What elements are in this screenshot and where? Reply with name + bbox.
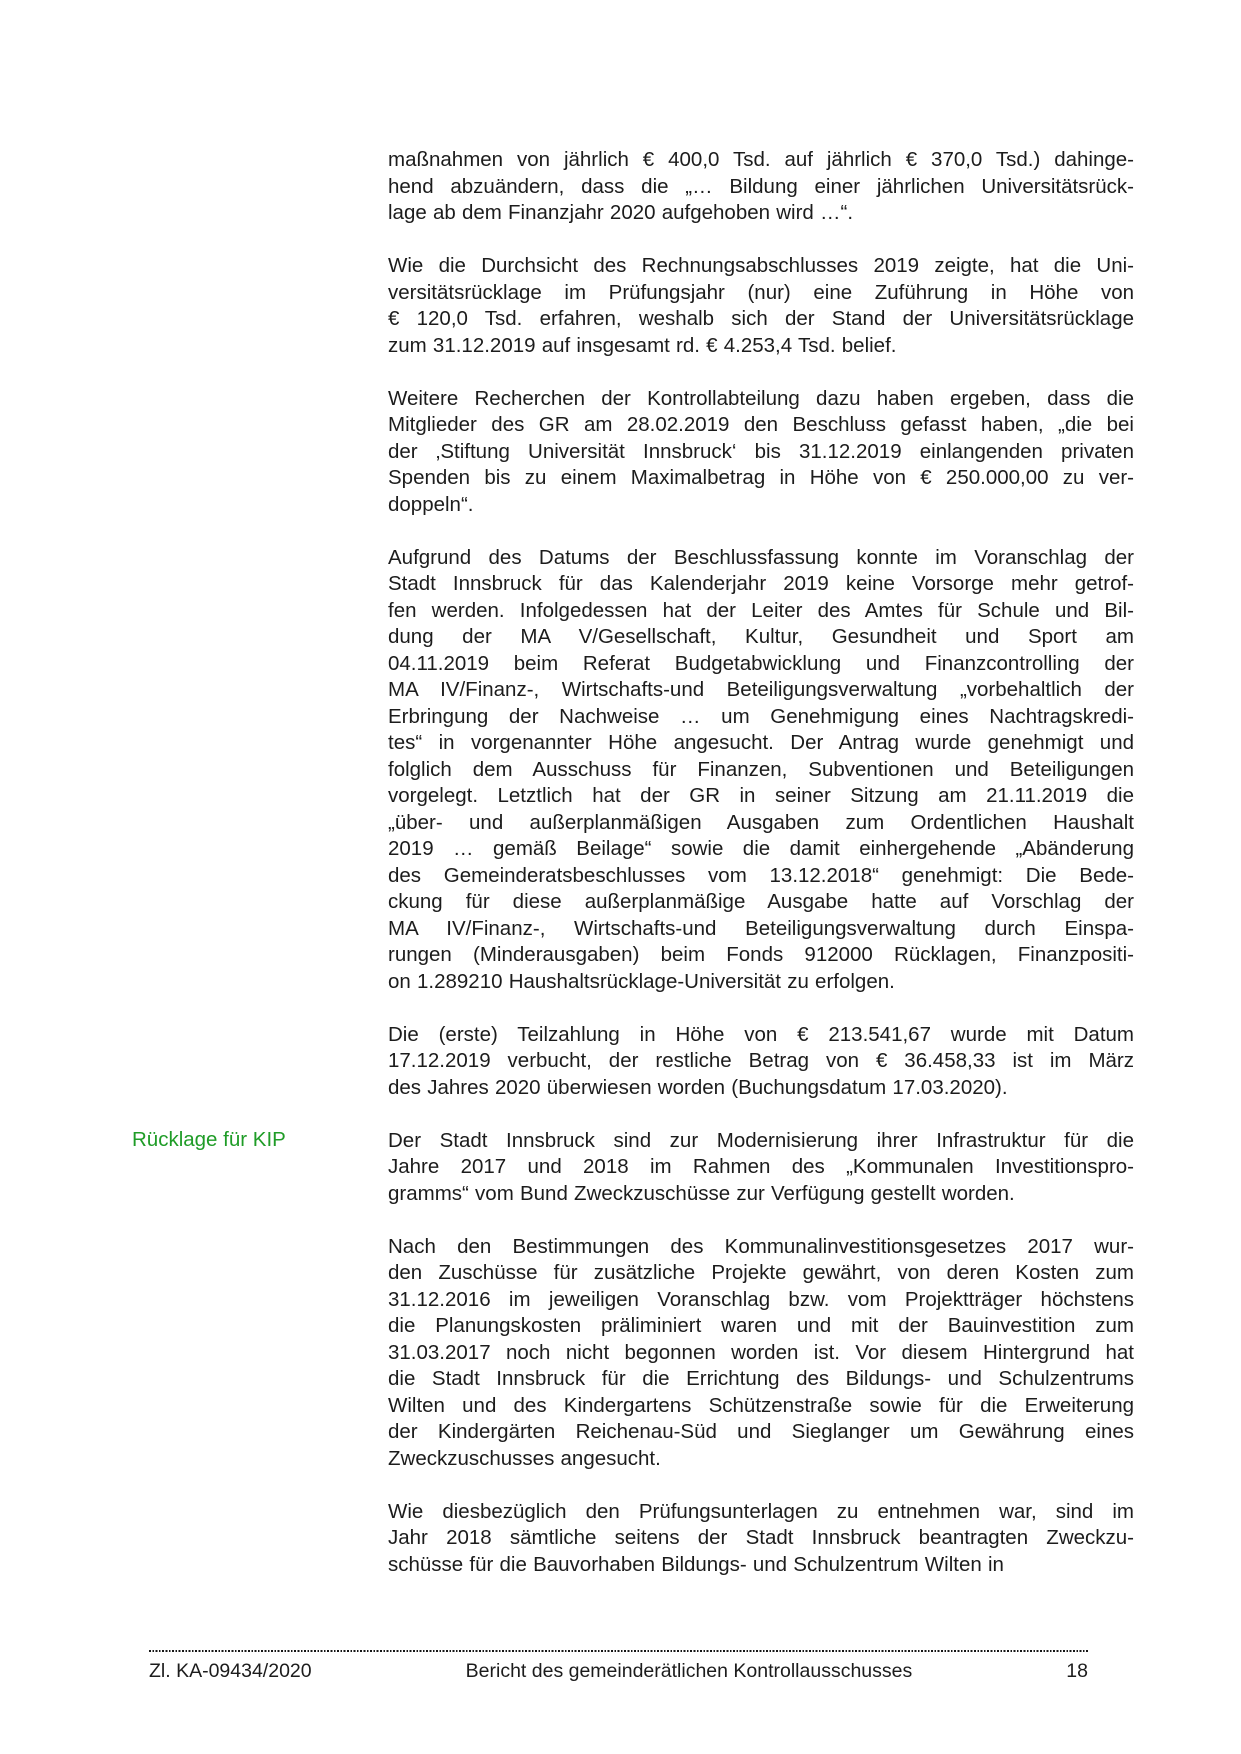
paragraph <box>388 545 1134 996</box>
paragraph <box>388 1499 1134 1579</box>
text-line: den Zuschüsse für zusätzliche Projekte gewährt, von deren Kosten zum <box>388 1261 1134 1284</box>
text-line: „über- und außerplanmäßigen Ausgaben zum Ordentlichen Haushalt <box>388 810 1134 834</box>
text-line: 31.03.2017 noch nicht begonnen worden ist. Vor diesem Hintergrund hat <box>388 1340 1134 1364</box>
paragraph <box>388 1128 1134 1208</box>
paragraph <box>388 253 1134 359</box>
text-line: € 120,0 Tsd. erfahren, weshalb sich der Stand der Universitätsrücklage <box>388 307 1134 330</box>
paragraph <box>388 147 1134 227</box>
text-line: MA IV/Finanz-, Wirtschafts-und Beteiligungsverwaltung durch Einspa- <box>388 916 1134 940</box>
footer-dotted-separator <box>149 1650 1088 1652</box>
body-text-column <box>388 147 1134 1605</box>
text-line: tes“ in vorgenannter Höhe angesucht. Der Antrag wurde genehmigt und <box>388 731 1134 754</box>
text-line: dung der MA V/Gesellschaft, Kultur, Gesundheit und Sport am <box>388 625 1134 648</box>
text-line: Spenden bis zu einem Maximalbetrag in Höhe von € 250.000,00 zu ver- <box>388 466 1134 489</box>
text-line: lage ab dem Finanzjahr 2020 aufgehoben wird …“. <box>388 201 854 224</box>
text-line: der ‚Stiftung Universität Innsbruck‘ bis 31.12.2019 einlangenden privaten <box>388 439 1134 463</box>
text-line: versitätsrücklage im Prüfungsjahr (nur) eine Zuführung in Höhe von <box>388 280 1134 304</box>
text-line: rungen (Minderausgaben) beim Fonds 912000 Rücklagen, Finanzpositi- <box>388 943 1134 966</box>
text-line: die Stadt Innsbruck für die Errichtung des Bildungs- und Schulzentrums <box>388 1367 1134 1390</box>
text-line: maßnahmen von jährlich € 400,0 Tsd. auf jährlich € 370,0 Tsd.) dahinge- <box>388 148 1134 171</box>
footer-title: Bericht des gemeinderätlichen Kontrollausschusses <box>465 1660 913 1682</box>
text-line: Nach den Bestimmungen des Kommunalinvestitionsgesetzes 2017 wur- <box>388 1234 1134 1258</box>
text-line: 04.11.2019 beim Referat Budgetabwicklung und Finanzcontrolling der <box>388 651 1134 675</box>
text-line: Die (erste) Teilzahlung in Höhe von € 213.541,67 wurde mit Datum <box>388 1022 1134 1046</box>
text-line: des Jahres 2020 überwiesen worden (Buchungsdatum 17.03.2020). <box>388 1075 1008 1099</box>
text-line: die Planungskosten präliminiert waren und mit der Bauinvestition zum <box>388 1314 1134 1337</box>
text-line: Der Stadt Innsbruck sind zur Modernisierung ihrer Infrastruktur für die <box>388 1128 1134 1152</box>
text-line: Weitere Recherchen der Kontrollabteilung dazu haben ergeben, dass die <box>388 386 1134 410</box>
text-line: 31.12.2016 im jeweiligen Voranschlag bzw. vom Projektträger höchstens <box>388 1287 1134 1311</box>
paragraph <box>388 1022 1134 1102</box>
text-line: der Kindergärten Reichenau-Süd und Sieglanger um Gewährung eines <box>388 1420 1134 1443</box>
text-line: Wilten und des Kindergartens Schützenstraße sowie für die Erweiterung <box>388 1393 1134 1417</box>
text-line: on 1.289210 Haushaltsrücklage-Universität zu erfolgen. <box>388 969 895 993</box>
page-footer <box>149 1650 1088 1683</box>
text-line: des Gemeinderatsbeschlusses vom 13.12.2018“ genehmigt: Die Bede- <box>388 863 1134 887</box>
text-line: 17.12.2019 verbucht, der restliche Betrag von € 36.458,33 ist im März <box>388 1049 1134 1072</box>
text-line: vorgelegt. Letztlich hat der GR in seiner Sitzung am 21.11.2019 die <box>388 784 1134 807</box>
margin-label-ruecklage-kip: Rücklage für KIP <box>132 1128 286 1151</box>
footer-row <box>149 1660 1088 1683</box>
text-line: gramms“ vom Bund Zweckzuschüsse zur Verfügung gestellt worden. <box>388 1181 1015 1205</box>
text-line: Jahre 2017 und 2018 im Rahmen des „Kommunalen Investitionspro- <box>388 1155 1134 1178</box>
text-line: Wie diesbezüglich den Prüfungsunterlagen zu entnehmen war, sind im <box>388 1499 1134 1523</box>
text-line: Stadt Innsbruck für das Kalenderjahr 2019 keine Vorsorge mehr getrof- <box>388 572 1134 595</box>
paragraph <box>388 1234 1134 1473</box>
text-line: Wie die Durchsicht des Rechnungsabschlusses 2019 zeigte, hat die Uni- <box>388 254 1134 277</box>
text-line: doppeln“. <box>388 492 474 516</box>
text-line: Mitglieder des GR am 28.02.2019 den Beschluss gefasst haben, „die bei <box>388 413 1134 436</box>
text-line: fen werden. Infolgedessen hat der Leiter des Amtes für Schule und Bil- <box>388 598 1134 622</box>
paragraph <box>388 386 1134 519</box>
text-line: Aufgrund des Datums der Beschlussfassung konnte im Voranschlag der <box>388 545 1134 569</box>
footer-reference: Zl. KA-09434/2020 <box>149 1660 312 1682</box>
text-line: schüsse für die Bauvorhaben Bildungs- und Schulzentrum Wilten in <box>388 1552 1004 1576</box>
footer-page-number: 18 <box>1066 1660 1088 1682</box>
text-line: Jahr 2018 sämtliche seitens der Stadt Innsbruck beantragten Zweckzu- <box>388 1526 1134 1549</box>
text-line: MA IV/Finanz-, Wirtschafts-und Beteiligungsverwaltung „vorbehaltlich der <box>388 678 1134 701</box>
text-line: folglich dem Ausschuss für Finanzen, Subventionen und Beteiligungen <box>388 757 1134 781</box>
text-line: zum 31.12.2019 auf insgesamt rd. € 4.253,4 Tsd. belief. <box>388 333 897 357</box>
text-line: 2019 … gemäß Beilage“ sowie die damit einhergehende „Abänderung <box>388 837 1134 860</box>
text-line: Erbringung der Nachweise … um Genehmigung eines Nachtragskredi- <box>388 704 1134 728</box>
text-line: ckung für diese außerplanmäßige Ausgabe hatte auf Vorschlag der <box>388 890 1134 913</box>
text-line: hend abzuändern, dass die „… Bildung einer jährlichen Universitätsrück- <box>388 174 1134 198</box>
text-line: Zweckzuschusses angesucht. <box>388 1446 661 1470</box>
